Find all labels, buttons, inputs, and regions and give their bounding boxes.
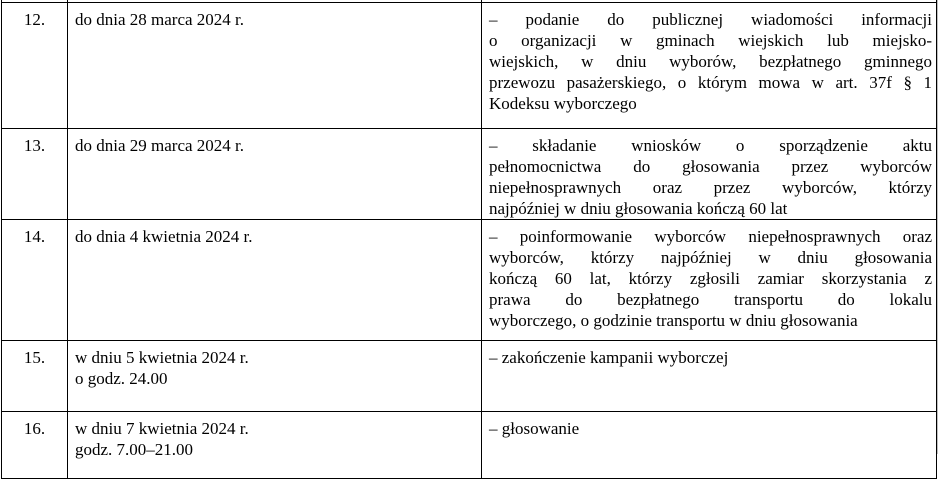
description-line: wyborczego, o godzinie transportu w dniu głosowania: [489, 311, 858, 330]
description-line: niepełnosprawnych oraz przez wyborców, którzy: [489, 178, 932, 197]
date-line: w dniu 7 kwietnia 2024 r.: [75, 419, 249, 438]
description-line: o organizacji w gminach wiejskich lub miejsko-: [489, 31, 932, 50]
row-number: 16.: [2, 412, 68, 479]
date-line: do dnia 4 kwietnia 2024 r.: [75, 227, 253, 246]
description-line: prawa do bezpłatnego transportu do lokalu: [489, 290, 932, 309]
description-cell: [482, 341, 937, 412]
election-calendar-table: [1, 0, 937, 479]
table-row: [2, 3, 937, 129]
description-line: pełnomocnictwa do głosowania przez wyborców: [489, 157, 932, 176]
row-number: 13.: [2, 129, 68, 220]
page-edge-divider: [937, 0, 938, 454]
description-line: – składanie wniosków o sporządzenie aktu: [489, 136, 932, 155]
description-line: – podanie do publicznej wiadomości informacji: [489, 10, 932, 29]
date-cell: [68, 3, 482, 129]
table-row: [2, 129, 937, 220]
row-number: 14.: [2, 220, 68, 341]
description-line: wyborców, którzy najpóźniej w dniu głosowania: [489, 248, 932, 267]
row-number: 12.: [2, 3, 68, 129]
table-row: [2, 220, 937, 341]
date-cell: [68, 412, 482, 479]
description-line: Kodeksu wyborczego: [489, 94, 637, 113]
row-number: 15.: [2, 341, 68, 412]
description-line: przewozu pasażerskiego, o którym mowa w art. 37f § 1: [489, 73, 932, 92]
description-cell: [482, 220, 937, 341]
date-cell: [68, 341, 482, 412]
date-cell: [68, 220, 482, 341]
description-line: kończą 60 lat, którzy zgłosili zamiar skorzystania z: [489, 269, 932, 288]
time-line: o godz. 24.00: [75, 369, 168, 388]
description-line: najpóźniej w dniu głosowania kończą 60 lat: [489, 199, 788, 218]
description-line: – głosowanie: [489, 419, 580, 438]
description-line: – zakończenie kampanii wyborczej: [489, 348, 729, 367]
date-cell: [68, 129, 482, 220]
time-line: godz. 7.00–21.00: [75, 440, 194, 459]
date-line: do dnia 28 marca 2024 r.: [75, 10, 245, 29]
description-cell: [482, 3, 937, 129]
description-cell: [482, 412, 937, 479]
table-row: [2, 412, 937, 479]
table-row: [2, 341, 937, 412]
description-line: wiejskich, w dniu wyborów, bezpłatnego gminnego: [489, 52, 932, 71]
description-cell: [482, 129, 937, 220]
description-line: – poinformowanie wyborców niepełnosprawnych oraz: [489, 227, 932, 246]
date-line: do dnia 29 marca 2024 r.: [75, 136, 245, 155]
date-line: w dniu 5 kwietnia 2024 r.: [75, 348, 249, 367]
